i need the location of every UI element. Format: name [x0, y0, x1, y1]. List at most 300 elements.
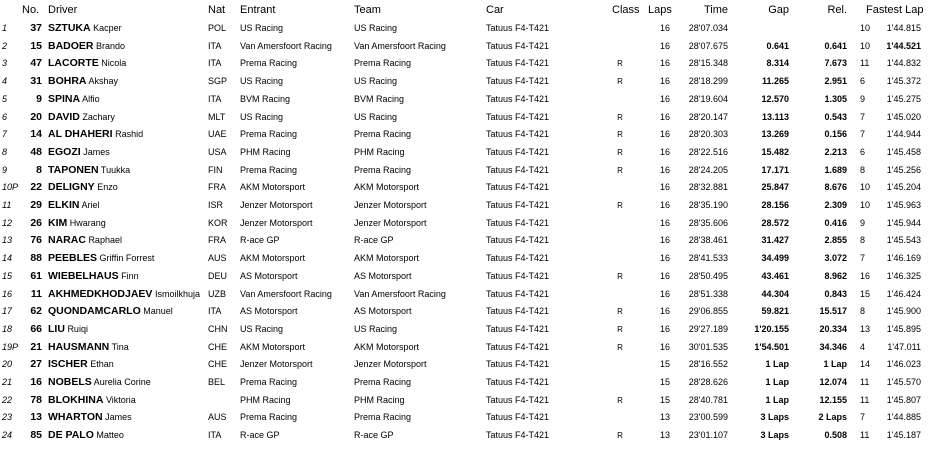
- fastest-lap-number: 4: [860, 341, 866, 352]
- fastest-lap-time: 1'45.900: [886, 306, 921, 317]
- driver-last-name: WIEBELHAUS: [48, 269, 119, 282]
- laps: 15: [659, 359, 670, 370]
- fastest-lap-number: 11: [860, 377, 870, 387]
- entrant: AKM Motorsport: [240, 341, 306, 352]
- table-row: [0, 162, 938, 180]
- nationality: FIN: [208, 164, 223, 175]
- car: Tatuus F4-T421: [486, 288, 550, 299]
- table-header: [0, 1, 938, 19]
- driver-first-name: Nicola: [101, 58, 127, 69]
- nationality: UAE: [208, 129, 227, 140]
- header-nat: Nat: [208, 4, 226, 16]
- class: R: [617, 165, 623, 175]
- time: 28'41.533: [688, 253, 728, 264]
- driver: [48, 179, 206, 197]
- team: AKM Motorsport: [354, 341, 420, 352]
- rel: 1.305: [824, 93, 847, 104]
- laps: 16: [659, 40, 670, 51]
- rel: 2.951: [824, 76, 847, 87]
- car: Tatuus F4-T421: [486, 394, 550, 405]
- car-number: 31: [30, 75, 42, 88]
- driver-first-name: Kacper: [93, 23, 122, 33]
- nationality: ITA: [208, 93, 222, 104]
- team: AKM Motorsport: [354, 253, 420, 264]
- fastest-lap-number: 7: [860, 111, 866, 122]
- car-number: 78: [30, 393, 42, 406]
- car-number: 29: [30, 199, 42, 211]
- entrant: AKM Motorsport: [240, 182, 306, 193]
- driver-first-name: Raphael: [88, 235, 122, 246]
- driver-last-name: DAVID: [48, 110, 80, 123]
- team: PHM Racing: [354, 394, 405, 405]
- gap: 17.171: [761, 164, 789, 175]
- driver-first-name: Finn: [121, 270, 139, 281]
- driver-last-name: HAUSMANN: [48, 340, 110, 353]
- rel: 12.155: [819, 394, 847, 405]
- table-row: [0, 409, 938, 427]
- driver-last-name: PEEBLES: [48, 252, 98, 265]
- car-number: 48: [30, 145, 42, 158]
- entrant: Jenzer Motorsport: [240, 200, 313, 210]
- fastest-lap-time: 1'45.807: [886, 394, 921, 405]
- car: Tatuus F4-T421: [486, 430, 550, 441]
- laps: 16: [659, 146, 670, 157]
- class: R: [617, 307, 623, 317]
- gap: 15.482: [761, 146, 789, 157]
- driver: [48, 55, 206, 73]
- entrant: PHM Racing: [240, 146, 291, 157]
- fastest-lap-time: 1'46.023: [886, 359, 921, 370]
- team: Van Amersfoort Racing: [354, 40, 446, 51]
- driver: [48, 144, 206, 162]
- header-no: No.: [22, 4, 40, 16]
- car: Tatuus F4-T421: [486, 200, 550, 210]
- team: Prema Racing: [354, 164, 412, 175]
- position: 23: [2, 412, 13, 423]
- car: Tatuus F4-T421: [486, 111, 550, 122]
- fastest-lap-time: 1'45.275: [886, 93, 921, 104]
- position: 22: [2, 394, 13, 405]
- class: R: [617, 431, 623, 441]
- fastest-lap-number: 14: [860, 359, 871, 370]
- driver-last-name: KIM: [48, 216, 68, 229]
- driver-first-name: Aurelia Corine: [93, 377, 151, 387]
- driver: [48, 232, 206, 250]
- nationality: ISR: [208, 200, 224, 210]
- nationality: UZB: [208, 288, 226, 299]
- driver-first-name: James: [83, 146, 110, 157]
- driver-first-name: Akshay: [88, 76, 119, 87]
- entrant: US Racing: [240, 76, 284, 87]
- driver-last-name: LIU: [48, 322, 65, 335]
- class: R: [617, 271, 623, 281]
- header-class: Class: [612, 4, 640, 16]
- entrant: Prema Racing: [240, 377, 298, 387]
- position: 9: [2, 164, 8, 175]
- fastest-lap-number: 11: [860, 430, 870, 441]
- laps: 16: [659, 23, 670, 33]
- team: US Racing: [354, 111, 398, 122]
- table-row: [0, 73, 938, 91]
- rel: 7.673: [824, 58, 847, 69]
- laps: 13: [659, 412, 670, 423]
- position: 20: [2, 359, 13, 370]
- team: AS Motorsport: [354, 270, 412, 281]
- car: Tatuus F4-T421: [486, 377, 550, 387]
- nationality: MLT: [208, 111, 226, 122]
- position: 8: [2, 146, 8, 157]
- entrant: AKM Motorsport: [240, 253, 306, 264]
- time: 28'35.190: [688, 200, 728, 210]
- entrant: Van Amersfoort Racing: [240, 288, 332, 299]
- time: 28'28.626: [688, 377, 728, 387]
- fastest-lap-time: 1'45.963: [886, 200, 921, 210]
- table-row: [0, 427, 938, 445]
- nationality: SGP: [208, 76, 228, 87]
- fastest-lap-time: 1'46.169: [886, 253, 921, 264]
- fastest-lap-time: 1'45.458: [886, 146, 921, 157]
- position: 21: [2, 377, 13, 387]
- header-gap: Gap: [768, 4, 789, 16]
- entrant: Prema Racing: [240, 164, 298, 175]
- car: Tatuus F4-T421: [486, 164, 550, 175]
- car-number: 16: [30, 376, 42, 388]
- car-number: 37: [30, 22, 42, 34]
- laps: 16: [659, 235, 670, 246]
- position: 18: [2, 323, 13, 334]
- entrant: PHM Racing: [240, 394, 291, 405]
- driver: [48, 109, 206, 127]
- position: 17: [2, 306, 13, 317]
- driver: [48, 339, 206, 357]
- fastest-lap-time: 1'45.543: [886, 235, 921, 246]
- fastest-lap-number: 10: [860, 40, 871, 51]
- car-number: 27: [30, 358, 42, 371]
- driver: [48, 392, 206, 410]
- fastest-lap-number: 10: [860, 23, 871, 33]
- rel: 2.309: [824, 200, 847, 210]
- position: 12: [2, 217, 13, 228]
- laps: 16: [659, 182, 670, 193]
- team: Prema Racing: [354, 412, 412, 423]
- position: 11: [2, 200, 12, 210]
- fastest-lap-number: 8: [860, 235, 866, 246]
- gap: 1 Lap: [765, 359, 789, 370]
- car-number: 85: [30, 429, 42, 442]
- class: R: [617, 59, 623, 69]
- team: BVM Racing: [354, 93, 405, 104]
- car: Tatuus F4-T421: [486, 58, 550, 69]
- position: 14: [2, 253, 13, 264]
- gap: 28.156: [761, 200, 789, 210]
- position: 24: [2, 430, 13, 441]
- header-fastest-lap: Fastest Lap: [866, 4, 924, 16]
- time: 30'01.535: [688, 341, 728, 352]
- laps: 16: [659, 76, 670, 87]
- team: Prema Racing: [354, 58, 412, 69]
- position: 10P: [2, 182, 18, 193]
- driver-last-name: NARAC: [48, 234, 86, 247]
- driver: [48, 409, 206, 427]
- car: Tatuus F4-T421: [486, 270, 550, 281]
- driver-first-name: James: [105, 412, 132, 423]
- driver-first-name: Brando: [96, 40, 126, 51]
- fastest-lap-number: 9: [860, 93, 866, 104]
- car-number: 47: [30, 57, 42, 70]
- car: Tatuus F4-T421: [486, 323, 550, 334]
- fastest-lap-time: 1'46.325: [886, 270, 921, 281]
- header-time: Time: [703, 4, 728, 16]
- rel: 0.641: [824, 40, 847, 51]
- nationality: AUS: [208, 253, 227, 264]
- driver: [48, 162, 206, 180]
- gap: 13.269: [761, 129, 789, 140]
- driver-first-name: Ariel: [81, 200, 100, 210]
- driver: [48, 38, 206, 56]
- laps: 16: [659, 288, 670, 299]
- car: Tatuus F4-T421: [486, 359, 550, 370]
- position: 6: [2, 111, 8, 122]
- driver-last-name: AKHMEDKHODJAEV: [48, 287, 153, 300]
- entrant: US Racing: [240, 23, 284, 33]
- nationality: DEU: [208, 270, 228, 281]
- time: 28'18.299: [688, 76, 728, 87]
- entrant: Prema Racing: [240, 58, 298, 69]
- table-row: [0, 303, 938, 321]
- fastest-lap-number: 10: [860, 182, 871, 193]
- gap: 34.499: [761, 253, 789, 264]
- driver-last-name: BLOKHINA: [48, 393, 104, 406]
- driver-last-name: DE PALO: [48, 429, 94, 442]
- driver: [48, 427, 206, 445]
- position: 4: [2, 76, 8, 87]
- car: Tatuus F4-T421: [486, 341, 550, 352]
- time: 28'07.034: [688, 23, 728, 33]
- table-row: [0, 286, 938, 304]
- team: US Racing: [354, 23, 398, 33]
- gap: 25.847: [761, 182, 789, 193]
- car-number: 61: [30, 269, 42, 282]
- driver: [48, 197, 206, 215]
- fastest-lap-time: 1'45.895: [886, 323, 921, 334]
- class: R: [617, 342, 623, 352]
- rel: 1 Lap: [823, 359, 847, 370]
- time: 28'20.147: [688, 111, 728, 122]
- entrant: R-ace GP: [240, 235, 280, 246]
- driver-first-name: Griffin Forrest: [99, 253, 155, 264]
- team: Prema Racing: [354, 129, 412, 140]
- class: R: [617, 112, 623, 122]
- car-number: 11: [30, 287, 42, 300]
- laps: 16: [659, 253, 670, 264]
- rel: 8.962: [824, 270, 847, 281]
- header-entrant: Entrant: [240, 4, 276, 16]
- team: Jenzer Motorsport: [354, 200, 427, 210]
- driver-last-name: WHARTON: [48, 411, 103, 424]
- rel: 12.074: [819, 377, 847, 387]
- laps: 16: [659, 200, 670, 210]
- fastest-lap-time: 1'47.011: [887, 341, 921, 352]
- gap: 3 Laps: [760, 430, 789, 441]
- car: Tatuus F4-T421: [486, 306, 550, 317]
- class: R: [617, 201, 623, 210]
- table-row: [0, 392, 938, 410]
- driver-last-name: ELKIN: [48, 199, 80, 211]
- position: 7: [2, 129, 8, 140]
- team: Van Amersfoort Racing: [354, 288, 446, 299]
- car: Tatuus F4-T421: [486, 182, 550, 193]
- table-row: [0, 109, 938, 127]
- gap: 44.304: [761, 288, 789, 299]
- car: Tatuus F4-T421: [486, 76, 550, 87]
- gap: 11.265: [761, 76, 789, 87]
- team: AS Motorsport: [354, 306, 412, 317]
- gap: 43.461: [761, 270, 789, 281]
- time: 28'35.606: [688, 217, 728, 228]
- driver: [48, 268, 206, 286]
- entrant: R-ace GP: [240, 430, 280, 441]
- rel: 3.072: [824, 253, 847, 264]
- car-number: 66: [30, 322, 42, 335]
- gap: 59.821: [761, 306, 789, 317]
- table-row: [0, 232, 938, 250]
- rel: 2 Laps: [818, 412, 847, 423]
- laps: 16: [659, 93, 670, 104]
- time: 28'22.516: [688, 146, 728, 157]
- nationality: BEL: [208, 377, 226, 387]
- laps: 16: [659, 129, 670, 140]
- fastest-lap-number: 7: [860, 129, 866, 140]
- laps: 16: [659, 164, 670, 175]
- rel: 20.334: [819, 323, 847, 334]
- driver-first-name: Ethan: [90, 359, 114, 370]
- entrant: Van Amersfoort Racing: [240, 40, 332, 51]
- driver-first-name: Ruiqi: [67, 323, 88, 334]
- driver-last-name: EGOZI: [48, 145, 81, 158]
- car: Tatuus F4-T421: [486, 93, 550, 104]
- time: 23'00.599: [688, 412, 728, 423]
- table-row: [0, 197, 938, 215]
- driver: [48, 374, 206, 392]
- nationality: CHE: [208, 359, 228, 370]
- fastest-lap-number: 16: [860, 270, 871, 281]
- fastest-lap-number: 15: [860, 288, 871, 299]
- car-number: 14: [30, 128, 42, 141]
- laps: 16: [659, 306, 670, 317]
- gap: 1'20.155: [754, 323, 789, 334]
- car: Tatuus F4-T421: [486, 217, 550, 228]
- table-row: [0, 339, 938, 357]
- time: 28'32.881: [688, 182, 728, 193]
- table-row: [0, 321, 938, 339]
- fastest-lap-time: 1'44.885: [886, 412, 921, 423]
- nationality: FRA: [208, 182, 226, 193]
- fastest-lap-number: 11: [860, 394, 870, 405]
- driver-first-name: Rashid: [115, 129, 144, 140]
- class: R: [617, 324, 623, 334]
- driver-first-name: Manuel: [143, 306, 173, 317]
- driver: [48, 126, 206, 144]
- driver-last-name: AL DHAHERI: [48, 128, 113, 141]
- fastest-lap-number: 7: [860, 412, 866, 423]
- car-number: 26: [30, 216, 42, 229]
- nationality: FRA: [208, 235, 226, 246]
- driver: [48, 286, 206, 304]
- driver-last-name: LACORTE: [48, 57, 99, 70]
- fastest-lap-time: 1'46.424: [886, 288, 921, 299]
- gap: 8.314: [766, 58, 789, 69]
- driver: [48, 250, 206, 268]
- driver-first-name: Enzo: [97, 182, 118, 193]
- entrant: Prema Racing: [240, 412, 298, 423]
- driver: [48, 91, 206, 109]
- team: US Racing: [354, 323, 398, 334]
- fastest-lap-time: 1'45.187: [886, 430, 921, 441]
- header-driver: Driver: [48, 4, 78, 16]
- gap: 1 Lap: [765, 394, 789, 405]
- nationality: ITA: [208, 40, 222, 51]
- driver-last-name: DELIGNY: [48, 181, 95, 194]
- header-team: Team: [354, 4, 381, 16]
- rel: 15.517: [819, 306, 847, 317]
- car-number: 8: [36, 163, 42, 176]
- nationality: ITA: [208, 430, 222, 441]
- fastest-lap-time: 1'45.372: [886, 76, 921, 87]
- gap: 13.113: [761, 111, 789, 122]
- entrant: AS Motorsport: [240, 270, 298, 281]
- driver-first-name: Viktoria: [105, 394, 136, 405]
- team: Prema Racing: [354, 377, 412, 387]
- rel: 8.676: [824, 182, 847, 193]
- car: Tatuus F4-T421: [486, 253, 550, 264]
- driver-last-name: SPINA: [48, 92, 81, 105]
- entrant: Prema Racing: [240, 129, 298, 140]
- nationality: ITA: [208, 306, 222, 317]
- fastest-lap-number: 9: [860, 217, 866, 228]
- fastest-lap-time: 1'44.815: [886, 23, 921, 33]
- fastest-lap-number: 8: [860, 164, 866, 175]
- driver-last-name: NOBELS: [48, 376, 92, 388]
- car-number: 62: [30, 305, 42, 318]
- driver-last-name: BADOER: [48, 39, 94, 52]
- table-row: [0, 215, 938, 233]
- gap: 3 Laps: [760, 412, 789, 423]
- laps: 15: [659, 394, 670, 405]
- header-laps: Laps: [648, 4, 672, 16]
- position: 13: [2, 235, 13, 246]
- car-number: 76: [30, 234, 42, 247]
- table-row: [0, 38, 938, 56]
- driver-last-name: QUONDAMCARLO: [48, 305, 141, 318]
- fastest-lap-number: 13: [860, 323, 871, 334]
- driver-first-name: Tina: [111, 341, 129, 352]
- rel: 34.346: [819, 341, 847, 352]
- driver: [48, 73, 206, 91]
- time: 28'07.675: [688, 40, 728, 51]
- car-number: 15: [30, 39, 42, 52]
- table-row: [0, 250, 938, 268]
- fastest-lap-time: 1'45.570: [886, 377, 921, 387]
- time: 28'24.205: [688, 164, 728, 175]
- driver-first-name: Ismoilkhuja: [154, 288, 200, 299]
- nationality: AUS: [208, 412, 227, 423]
- position: 19P: [2, 341, 18, 352]
- team: AKM Motorsport: [354, 182, 420, 193]
- time: 28'16.552: [688, 359, 728, 370]
- time: 28'15.348: [688, 58, 728, 69]
- header-rel: Rel.: [827, 4, 847, 16]
- entrant: BVM Racing: [240, 93, 291, 104]
